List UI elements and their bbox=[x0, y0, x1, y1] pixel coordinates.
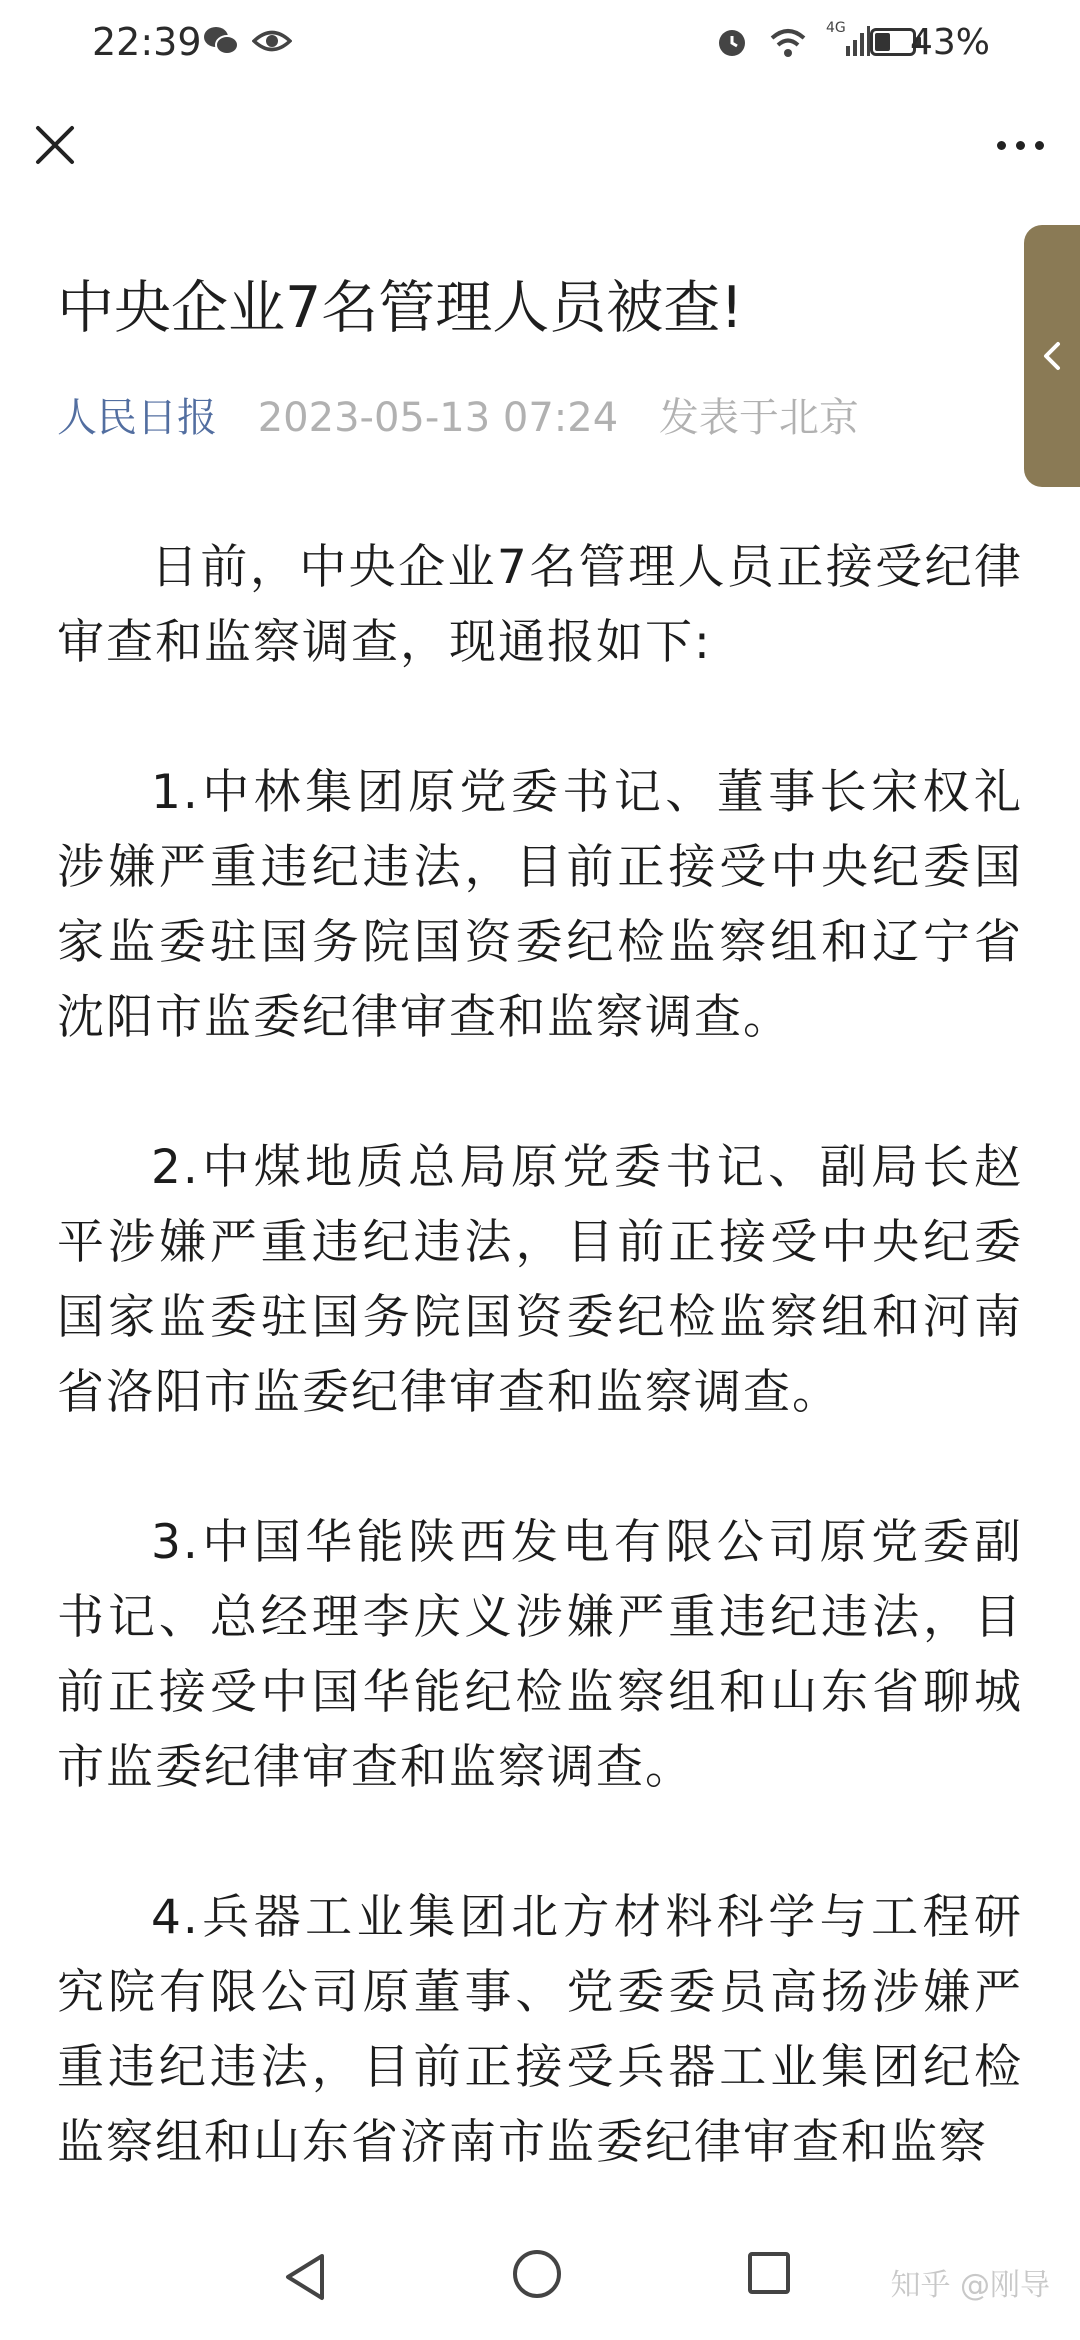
status-icons-right bbox=[714, 20, 870, 60]
side-drawer-tab[interactable] bbox=[1024, 225, 1080, 487]
watermark: 知乎 @刚导 bbox=[890, 2268, 1050, 2303]
chevron-left-icon bbox=[1040, 338, 1064, 374]
more-icon bbox=[997, 141, 1006, 150]
paragraph-item-3: 3.中国华能陕西发电有限公司原党委副书记、总经理李庆义涉嫌严重违纪违法，目前正接受中国华能纪检监察组和山东省聊城市监委纪律审查和监察调查。 bbox=[57, 1515, 1023, 1795]
network-label: 4G bbox=[826, 20, 846, 36]
status-time: 22:39 bbox=[92, 20, 202, 64]
status-bar bbox=[0, 0, 1080, 90]
back-triangle-icon bbox=[282, 2252, 328, 2302]
more-options-button[interactable] bbox=[990, 130, 1050, 160]
publish-location: 发表于北京 bbox=[658, 395, 859, 441]
paragraph-item-2: 2.中煤地质总局原党委书记、副局长赵平涉嫌严重违纪违法，目前正接受中央纪委国家监委驻国务院国资委纪检监察组和河南省洛阳市监委纪律审查和监察调查。 bbox=[57, 1140, 1023, 1420]
article-title: 中央企业7名管理人员被查! bbox=[57, 275, 744, 341]
paragraph-intro: 日前，中央企业7名管理人员正接受纪律审查和监察调查，现通报如下: bbox=[57, 540, 1023, 670]
battery-fill bbox=[875, 33, 890, 51]
recent-apps-button[interactable] bbox=[748, 2252, 790, 2294]
paragraph-item-1: 1.中林集团原党委书记、董事长宋权礼涉嫌严重违纪违法，目前正接受中央纪委国家监委驻国务院国资委纪检监察组和辽宁省沈阳市监委纪律审查和监察调查。 bbox=[57, 765, 1023, 1045]
source-link[interactable]: 人民日报 bbox=[57, 395, 217, 441]
close-button[interactable] bbox=[30, 120, 80, 170]
publish-date: 2023-05-13 07:24 bbox=[257, 395, 619, 441]
article-body bbox=[57, 530, 1023, 2255]
close-icon bbox=[30, 120, 80, 170]
alarm-icon bbox=[714, 24, 750, 60]
back-button[interactable] bbox=[282, 2252, 328, 2306]
battery-percent: 43% bbox=[909, 22, 990, 63]
eye-icon bbox=[252, 24, 292, 58]
paragraph-item-4: 4.兵器工业集团北方材料科学与工程研究院有限公司原董事、党委委员高扬涉嫌严重违纪违法，目前正接受兵器工业集团纪检监察组和山东省济南市监委纪律审查和监察 bbox=[57, 1890, 1023, 2170]
article-meta bbox=[57, 390, 859, 446]
wechat-icon bbox=[202, 24, 240, 58]
wifi-icon bbox=[768, 24, 808, 60]
signal-icon bbox=[826, 20, 870, 60]
home-button[interactable] bbox=[513, 2250, 561, 2298]
status-icons-left bbox=[202, 24, 292, 58]
